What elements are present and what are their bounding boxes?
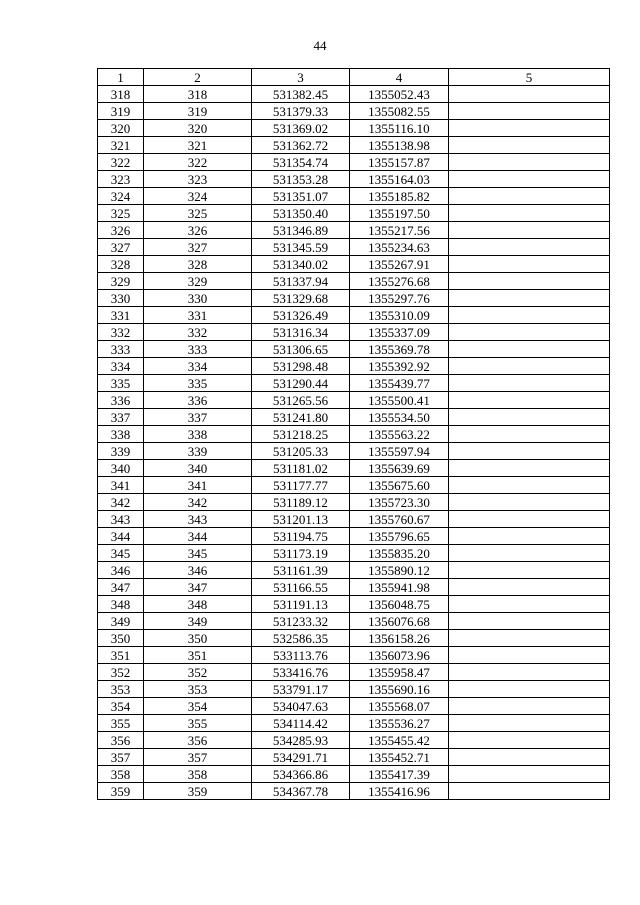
- table-cell: [449, 307, 610, 324]
- table-row: [98, 154, 610, 171]
- table-cell: 534047.63: [252, 698, 350, 715]
- table-cell: 531326.49: [252, 307, 350, 324]
- table-cell: 319: [144, 103, 252, 120]
- table-cell: 356: [98, 732, 144, 749]
- table-cell: 359: [144, 783, 252, 800]
- table-cell: [449, 613, 610, 630]
- table-row: [98, 205, 610, 222]
- table-cell: [449, 698, 610, 715]
- table-cell: 1355416.96: [350, 783, 449, 800]
- coordinates-table: [97, 68, 610, 800]
- table-cell: 1355675.60: [350, 477, 449, 494]
- table-cell: 1355723.30: [350, 494, 449, 511]
- table-cell: 1355310.09: [350, 307, 449, 324]
- table-cell: 531205.33: [252, 443, 350, 460]
- table-cell: 531173.19: [252, 545, 350, 562]
- table-cell: 1355164.03: [350, 171, 449, 188]
- table-cell: 338: [98, 426, 144, 443]
- table-cell: 336: [98, 392, 144, 409]
- table-cell: [449, 630, 610, 647]
- table-cell: 1355197.50: [350, 205, 449, 222]
- page-number: 44: [313, 38, 327, 53]
- table-cell: 329: [98, 273, 144, 290]
- table-cell: 332: [144, 324, 252, 341]
- table-cell: 1355534.50: [350, 409, 449, 426]
- table-row: [98, 426, 610, 443]
- table-cell: 534114.42: [252, 715, 350, 732]
- table-cell: 1356158.26: [350, 630, 449, 647]
- table-cell: 1355116.10: [350, 120, 449, 137]
- table-cell: 1355796.65: [350, 528, 449, 545]
- table-cell: [449, 647, 610, 664]
- table-cell: [449, 154, 610, 171]
- table-cell: 1355690.16: [350, 681, 449, 698]
- table-cell: 337: [144, 409, 252, 426]
- table-cell: 531298.48: [252, 358, 350, 375]
- table-cell: 533416.76: [252, 664, 350, 681]
- table-cell: 325: [144, 205, 252, 222]
- table-cell: 1355568.07: [350, 698, 449, 715]
- table-cell: 321: [98, 137, 144, 154]
- table-cell: 335: [98, 375, 144, 392]
- table-cell: 331: [144, 307, 252, 324]
- table-cell: 346: [144, 562, 252, 579]
- table-cell: 347: [98, 579, 144, 596]
- column-header: 3: [252, 69, 350, 86]
- table-cell: 340: [144, 460, 252, 477]
- table-cell: 348: [144, 596, 252, 613]
- table-cell: [449, 715, 610, 732]
- table-cell: 531379.33: [252, 103, 350, 120]
- table-cell: [449, 783, 610, 800]
- table-cell: 534291.71: [252, 749, 350, 766]
- table-row: [98, 528, 610, 545]
- table-cell: 1356048.75: [350, 596, 449, 613]
- table-cell: 353: [98, 681, 144, 698]
- table-cell: 1355835.20: [350, 545, 449, 562]
- table-row: [98, 273, 610, 290]
- table-cell: 349: [98, 613, 144, 630]
- table-row: [98, 358, 610, 375]
- table-row: [98, 766, 610, 783]
- table-cell: 531345.59: [252, 239, 350, 256]
- table-cell: 1355297.76: [350, 290, 449, 307]
- table-cell: 1355392.92: [350, 358, 449, 375]
- table-cell: 531369.02: [252, 120, 350, 137]
- table-cell: 322: [144, 154, 252, 171]
- table-cell: 327: [144, 239, 252, 256]
- table-cell: 341: [98, 477, 144, 494]
- table-cell: 1355500.41: [350, 392, 449, 409]
- table-row: [98, 324, 610, 341]
- table-cell: 533791.17: [252, 681, 350, 698]
- table-cell: 338: [144, 426, 252, 443]
- table-cell: 1355185.82: [350, 188, 449, 205]
- table-cell: 1355337.09: [350, 324, 449, 341]
- table-cell: 352: [144, 664, 252, 681]
- table-cell: 1355369.78: [350, 341, 449, 358]
- table-cell: 324: [144, 188, 252, 205]
- table-cell: 350: [98, 630, 144, 647]
- table-cell: 331: [98, 307, 144, 324]
- table-row: [98, 137, 610, 154]
- table-cell: 531233.32: [252, 613, 350, 630]
- table-cell: 329: [144, 273, 252, 290]
- table-cell: 1356073.96: [350, 647, 449, 664]
- table-row: [98, 698, 610, 715]
- table-cell: [449, 137, 610, 154]
- column-header: 1: [98, 69, 144, 86]
- table-cell: [449, 239, 610, 256]
- table-cell: 336: [144, 392, 252, 409]
- table-row: [98, 120, 610, 137]
- table-row: [98, 494, 610, 511]
- table-cell: 330: [144, 290, 252, 307]
- table-row: [98, 443, 610, 460]
- table-row: [98, 460, 610, 477]
- table-cell: 1355157.87: [350, 154, 449, 171]
- table-cell: [449, 494, 610, 511]
- table-cell: 534285.93: [252, 732, 350, 749]
- table-cell: [449, 341, 610, 358]
- table-cell: 356: [144, 732, 252, 749]
- table-cell: 353: [144, 681, 252, 698]
- table-cell: 330: [98, 290, 144, 307]
- table-cell: [449, 596, 610, 613]
- table-cell: 1355958.47: [350, 664, 449, 681]
- table-cell: 347: [144, 579, 252, 596]
- table-cell: [449, 375, 610, 392]
- table-cell: 531362.72: [252, 137, 350, 154]
- table-cell: [449, 511, 610, 528]
- table-cell: 337: [98, 409, 144, 426]
- table-cell: 326: [98, 222, 144, 239]
- table-cell: 532586.35: [252, 630, 350, 647]
- table-cell: [449, 545, 610, 562]
- table-row: [98, 256, 610, 273]
- table-cell: 342: [144, 494, 252, 511]
- table-cell: 1355639.69: [350, 460, 449, 477]
- table-cell: 1356076.68: [350, 613, 449, 630]
- table-cell: 1355455.42: [350, 732, 449, 749]
- table-cell: [449, 120, 610, 137]
- table-cell: 346: [98, 562, 144, 579]
- table-cell: 1355138.98: [350, 137, 449, 154]
- table-cell: 534366.86: [252, 766, 350, 783]
- table-cell: 324: [98, 188, 144, 205]
- table-cell: 531346.89: [252, 222, 350, 239]
- table-cell: 344: [144, 528, 252, 545]
- table-cell: [449, 256, 610, 273]
- table-cell: 534367.78: [252, 783, 350, 800]
- table-cell: 531316.34: [252, 324, 350, 341]
- table-row: [98, 477, 610, 494]
- table-cell: [449, 273, 610, 290]
- table-cell: 320: [144, 120, 252, 137]
- table-cell: [449, 562, 610, 579]
- table-row: [98, 630, 610, 647]
- table-cell: 354: [98, 698, 144, 715]
- table-cell: 531241.80: [252, 409, 350, 426]
- table-cell: 349: [144, 613, 252, 630]
- table-cell: [449, 205, 610, 222]
- table-cell: 318: [98, 86, 144, 103]
- table-cell: 321: [144, 137, 252, 154]
- table-cell: 357: [144, 749, 252, 766]
- table-cell: 531265.56: [252, 392, 350, 409]
- table-cell: [449, 358, 610, 375]
- table-cell: [449, 290, 610, 307]
- table-cell: [449, 528, 610, 545]
- table-cell: 343: [144, 511, 252, 528]
- table-cell: 531351.07: [252, 188, 350, 205]
- table-cell: 318: [144, 86, 252, 103]
- table-cell: 531177.77: [252, 477, 350, 494]
- table-cell: 322: [98, 154, 144, 171]
- table-cell: 342: [98, 494, 144, 511]
- table-row: [98, 375, 610, 392]
- table-cell: 352: [98, 664, 144, 681]
- column-header: 4: [350, 69, 449, 86]
- table-cell: 328: [144, 256, 252, 273]
- table-cell: 357: [98, 749, 144, 766]
- table-cell: [449, 579, 610, 596]
- table-row: [98, 171, 610, 188]
- table-row: [98, 86, 610, 103]
- table-row: [98, 664, 610, 681]
- table-row: [98, 307, 610, 324]
- table-cell: 323: [98, 171, 144, 188]
- column-header: 2: [144, 69, 252, 86]
- table-cell: [449, 664, 610, 681]
- table-cell: 531290.44: [252, 375, 350, 392]
- table-cell: 1355217.56: [350, 222, 449, 239]
- table-cell: 531161.39: [252, 562, 350, 579]
- table-cell: 531194.75: [252, 528, 350, 545]
- table-row: [98, 222, 610, 239]
- table-cell: 354: [144, 698, 252, 715]
- table-cell: 531306.65: [252, 341, 350, 358]
- table-cell: 531329.68: [252, 290, 350, 307]
- table-cell: 1355276.68: [350, 273, 449, 290]
- table-cell: [449, 477, 610, 494]
- table-cell: [449, 426, 610, 443]
- table-cell: 320: [98, 120, 144, 137]
- table-cell: 359: [98, 783, 144, 800]
- table-row: [98, 511, 610, 528]
- table-cell: 323: [144, 171, 252, 188]
- table-cell: 531382.45: [252, 86, 350, 103]
- table-row: [98, 103, 610, 120]
- table-row: [98, 290, 610, 307]
- table-cell: 333: [98, 341, 144, 358]
- table-cell: 1355082.55: [350, 103, 449, 120]
- table-cell: 1355890.12: [350, 562, 449, 579]
- table-row: [98, 749, 610, 766]
- table-cell: 1355597.94: [350, 443, 449, 460]
- table-cell: 327: [98, 239, 144, 256]
- table-cell: 355: [144, 715, 252, 732]
- table-row: [98, 681, 610, 698]
- table-cell: 1355536.27: [350, 715, 449, 732]
- table-header-row: [98, 69, 610, 86]
- table-cell: 340: [98, 460, 144, 477]
- table-cell: 325: [98, 205, 144, 222]
- column-header: 5: [449, 69, 610, 86]
- table-cell: 351: [144, 647, 252, 664]
- table-cell: [449, 409, 610, 426]
- table-row: [98, 613, 610, 630]
- table-cell: 531337.94: [252, 273, 350, 290]
- table-cell: 328: [98, 256, 144, 273]
- table-cell: 531340.02: [252, 256, 350, 273]
- table-cell: 1355439.77: [350, 375, 449, 392]
- table-cell: 1355760.67: [350, 511, 449, 528]
- table-cell: 1355452.71: [350, 749, 449, 766]
- table-row: [98, 239, 610, 256]
- table-cell: [449, 766, 610, 783]
- table-row: [98, 562, 610, 579]
- table-cell: 326: [144, 222, 252, 239]
- table-cell: 319: [98, 103, 144, 120]
- table-cell: 351: [98, 647, 144, 664]
- table-cell: 332: [98, 324, 144, 341]
- table-cell: [449, 732, 610, 749]
- table-row: [98, 647, 610, 664]
- table-cell: 531350.40: [252, 205, 350, 222]
- table-cell: 335: [144, 375, 252, 392]
- table-cell: 531354.74: [252, 154, 350, 171]
- table-row: [98, 545, 610, 562]
- table-cell: 1355563.22: [350, 426, 449, 443]
- table-row: [98, 579, 610, 596]
- table-cell: [449, 460, 610, 477]
- table-cell: [449, 392, 610, 409]
- table-cell: [449, 188, 610, 205]
- table-cell: [449, 443, 610, 460]
- table-cell: 334: [144, 358, 252, 375]
- table-row: [98, 409, 610, 426]
- table-cell: 531201.13: [252, 511, 350, 528]
- table-cell: 350: [144, 630, 252, 647]
- table-cell: 334: [98, 358, 144, 375]
- table-row: [98, 732, 610, 749]
- table-row: [98, 596, 610, 613]
- table-cell: 1355267.91: [350, 256, 449, 273]
- table-cell: 531191.13: [252, 596, 350, 613]
- table-cell: 531218.25: [252, 426, 350, 443]
- table-cell: [449, 222, 610, 239]
- table-cell: 358: [98, 766, 144, 783]
- table-cell: 345: [98, 545, 144, 562]
- table-cell: 1355941.98: [350, 579, 449, 596]
- table-cell: 358: [144, 766, 252, 783]
- table-cell: 344: [98, 528, 144, 545]
- table-cell: 339: [144, 443, 252, 460]
- table-cell: 333: [144, 341, 252, 358]
- table-cell: 348: [98, 596, 144, 613]
- table-cell: [449, 103, 610, 120]
- table-cell: [449, 171, 610, 188]
- table-cell: 341: [144, 477, 252, 494]
- table-cell: [449, 749, 610, 766]
- table-cell: 1355052.43: [350, 86, 449, 103]
- table-cell: [449, 324, 610, 341]
- table-cell: 355: [98, 715, 144, 732]
- table-row: [98, 341, 610, 358]
- table-cell: 339: [98, 443, 144, 460]
- table-cell: 343: [98, 511, 144, 528]
- table-cell: 531189.12: [252, 494, 350, 511]
- table-body: [98, 86, 610, 800]
- table-row: [98, 715, 610, 732]
- table-row: [98, 783, 610, 800]
- table-cell: 531353.28: [252, 171, 350, 188]
- table-row: [98, 188, 610, 205]
- table-cell: [449, 681, 610, 698]
- table-cell: 533113.76: [252, 647, 350, 664]
- table-cell: 531166.55: [252, 579, 350, 596]
- table-cell: 1355417.39: [350, 766, 449, 783]
- table-row: [98, 392, 610, 409]
- table-cell: 345: [144, 545, 252, 562]
- table-cell: 531181.02: [252, 460, 350, 477]
- table-cell: [449, 86, 610, 103]
- table-cell: 1355234.63: [350, 239, 449, 256]
